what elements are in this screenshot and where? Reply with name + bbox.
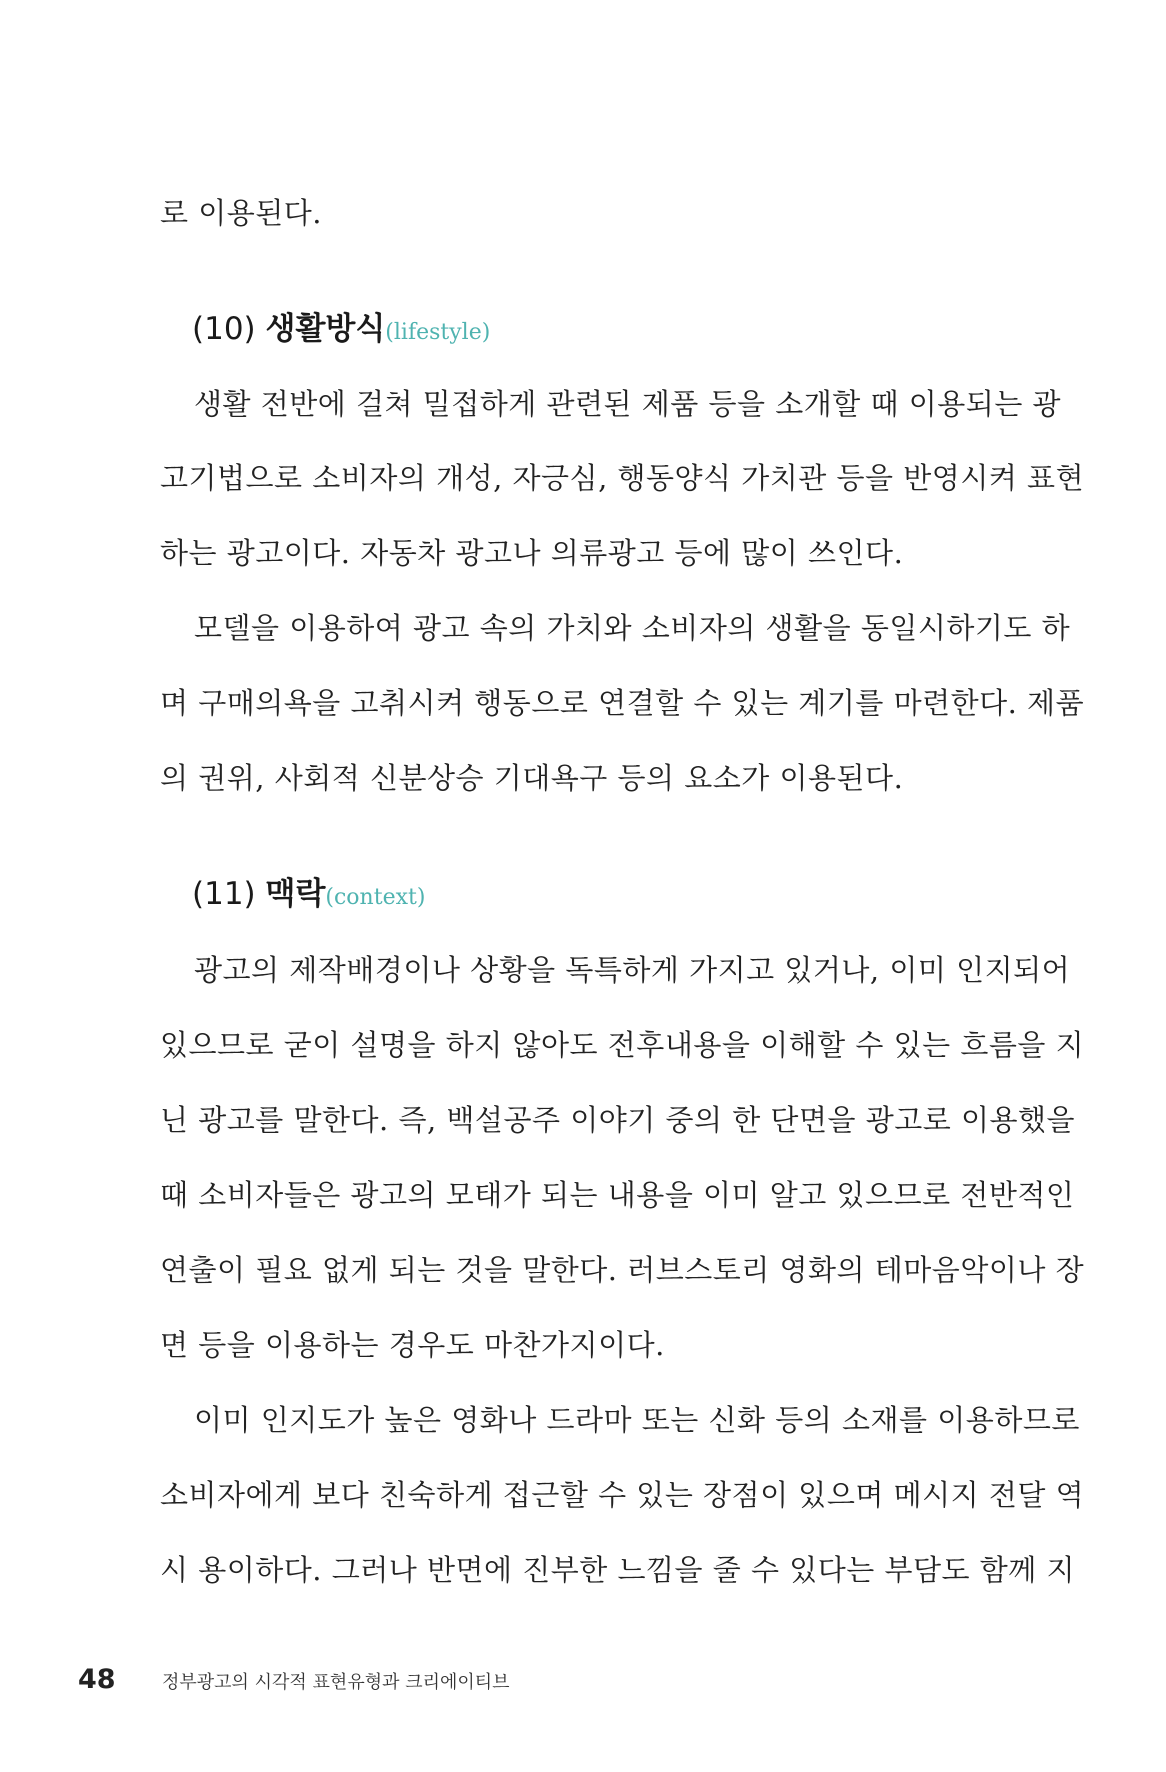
- section-11-heading: [192, 874, 425, 918]
- section-10-p2-line-1: 모델을 이용하여 광고 속의 가치와 소비자의 생활을 동일시하기도 하: [194, 611, 1071, 645]
- section-11-p1-line-1: 광고의 제작배경이나 상황을 독특하게 가지고 있거나, 이미 인지되어: [194, 953, 1071, 987]
- section-11-english: (context): [325, 885, 426, 910]
- section-10-p1-line-3: 하는 광고이다. 자동차 광고나 의류광고 등에 많이 쓰인다.: [160, 536, 904, 570]
- section-10-heading: [192, 309, 490, 353]
- section-10-p2-line-3: 의 권위, 사회적 신분상승 기대욕구 등의 요소가 이용된다.: [160, 761, 904, 795]
- section-11-title: 맥락: [265, 876, 326, 912]
- section-11-p1-line-2: 있으므로 굳이 설명을 하지 않아도 전후내용을 이해할 수 있는 흐름을 지: [160, 1028, 1085, 1062]
- section-11-p1-line-6: 면 등을 이용하는 경우도 마찬가지이다.: [160, 1328, 665, 1362]
- section-11-p1-line-4: 때 소비자들은 광고의 모태가 되는 내용을 이미 알고 있으므로 전반적인: [160, 1178, 1075, 1212]
- section-11-p1-line-5: 연출이 필요 없게 되는 것을 말한다. 러브스토리 영화의 테마음악이나 장: [160, 1253, 1085, 1287]
- running-footer-title: 정부광고의 시각적 표현유형과 크리에이티브: [162, 1672, 510, 1693]
- section-10-p1-line-1: 생활 전반에 걸쳐 밀접하게 관련된 제품 등을 소개할 때 이용되는 광: [194, 387, 1062, 421]
- section-11-number: (11): [192, 876, 256, 912]
- section-10-title: 생활방식: [265, 311, 386, 347]
- section-10-number: (10): [192, 311, 256, 347]
- section-10-p2-line-2: 며 구매의욕을 고취시켜 행동으로 연결할 수 있는 계기를 마련한다. 제품: [160, 686, 1085, 720]
- section-10-p1-line-2: 고기법으로 소비자의 개성, 자긍심, 행동양식 가치관 등을 반영시켜 표현: [160, 461, 1085, 495]
- section-11-p1-line-3: 닌 광고를 말한다. 즉, 백설공주 이야기 중의 한 단면을 광고로 이용했을: [160, 1103, 1076, 1137]
- section-11-p2-line-3: 시 용이하다. 그러나 반면에 진부한 느낌을 줄 수 있다는 부담도 함께 지: [160, 1553, 1076, 1587]
- page-number: 48: [78, 1664, 116, 1695]
- section-11-p2-line-1: 이미 인지도가 높은 영화나 드라마 또는 신화 등의 소재를 이용하므로: [194, 1403, 1080, 1437]
- section-10-english: (lifestyle): [385, 320, 491, 345]
- intro-line: 로 이용된다.: [160, 196, 323, 230]
- section-11-p2-line-2: 소비자에게 보다 친숙하게 접근할 수 있는 장점이 있으며 메시지 전달 역: [160, 1478, 1085, 1512]
